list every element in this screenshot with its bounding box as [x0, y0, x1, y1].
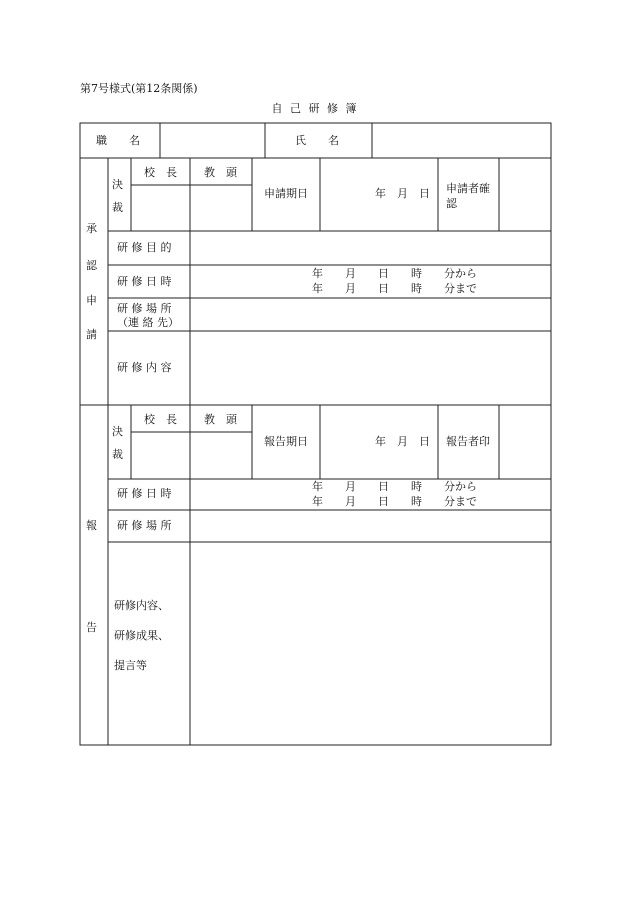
approval-datetime-to[interactable]: 年 月 日 時 分まで [312, 282, 477, 295]
approval-decision-label-1: 決 [112, 178, 123, 191]
report-datetime-label: 研 修 日 時 [117, 487, 172, 500]
report-place-label: 研 修 場 所 [117, 519, 172, 532]
reporter-seal-label: 報告者印 [446, 435, 490, 448]
report-decision-label-1: 決 [112, 425, 123, 438]
applicant-confirm-box[interactable] [500, 159, 550, 230]
report-content-label-2: 研修成果、 [114, 629, 169, 642]
approval-section-label-4: 請 [86, 328, 97, 341]
report-section-label-2: 告 [86, 621, 97, 634]
approval-place-label: 研 修 場 所 [117, 302, 172, 315]
report-date-field[interactable]: 年 月 日 [375, 435, 430, 448]
approval-datetime-label: 研 修 日 時 [117, 275, 172, 288]
approval-contact-label: （連 絡 先） [117, 316, 179, 329]
report-decision-label-2: 裁 [112, 448, 123, 461]
form-number: 第7号様式(第12条関係) [80, 82, 198, 95]
approval-datetime-from[interactable]: 年 月 日 時 分から [312, 267, 477, 280]
report-principal-seal-box[interactable] [132, 433, 189, 478]
approval-decision-label-2: 裁 [112, 201, 123, 214]
approval-date-label: 申請期日 [264, 187, 308, 200]
approval-date-field[interactable]: 年 月 日 [375, 187, 430, 200]
approval-vice-principal-seal-box[interactable] [191, 186, 251, 230]
approval-content-label: 研 修 内 容 [117, 361, 172, 374]
report-datetime-from[interactable]: 年 月 日 時 分から [312, 480, 477, 493]
approval-purpose-field[interactable] [191, 232, 550, 264]
report-vice-principal-label: 教 頭 [204, 413, 237, 426]
approval-section-label-2: 認 [86, 259, 97, 272]
approval-principal-label: 校 長 [144, 166, 177, 179]
position-label: 職 名 [96, 134, 140, 147]
report-content-label-3: 提言等 [114, 659, 147, 672]
report-content-field[interactable] [191, 543, 550, 744]
reporter-seal-box[interactable] [500, 406, 550, 478]
report-vice-principal-seal-box[interactable] [191, 433, 251, 478]
approval-section-label-1: 承 [86, 222, 97, 235]
approval-principal-seal-box[interactable] [132, 186, 189, 230]
position-field[interactable] [161, 124, 264, 157]
approval-vice-principal-label: 教 頭 [204, 166, 237, 179]
approval-section-label-3: 申 [86, 294, 97, 307]
approval-content-field[interactable] [191, 332, 550, 404]
report-principal-label: 校 長 [144, 413, 177, 426]
report-datetime-to[interactable]: 年 月 日 時 分まで [312, 495, 477, 508]
approval-purpose-label: 研 修 目 的 [117, 241, 172, 254]
approval-place-field[interactable] [191, 299, 550, 330]
report-date-label: 報告期日 [264, 435, 308, 448]
report-section-label-1: 報 [86, 519, 97, 532]
page-title: 自 己 研 修 簿 [271, 102, 359, 115]
applicant-confirm-label: 申請者確認 [446, 182, 490, 210]
report-place-field[interactable] [191, 511, 550, 541]
report-content-label-1: 研修内容、 [114, 599, 169, 612]
name-field[interactable] [373, 124, 550, 157]
name-label: 氏 名 [295, 134, 339, 147]
